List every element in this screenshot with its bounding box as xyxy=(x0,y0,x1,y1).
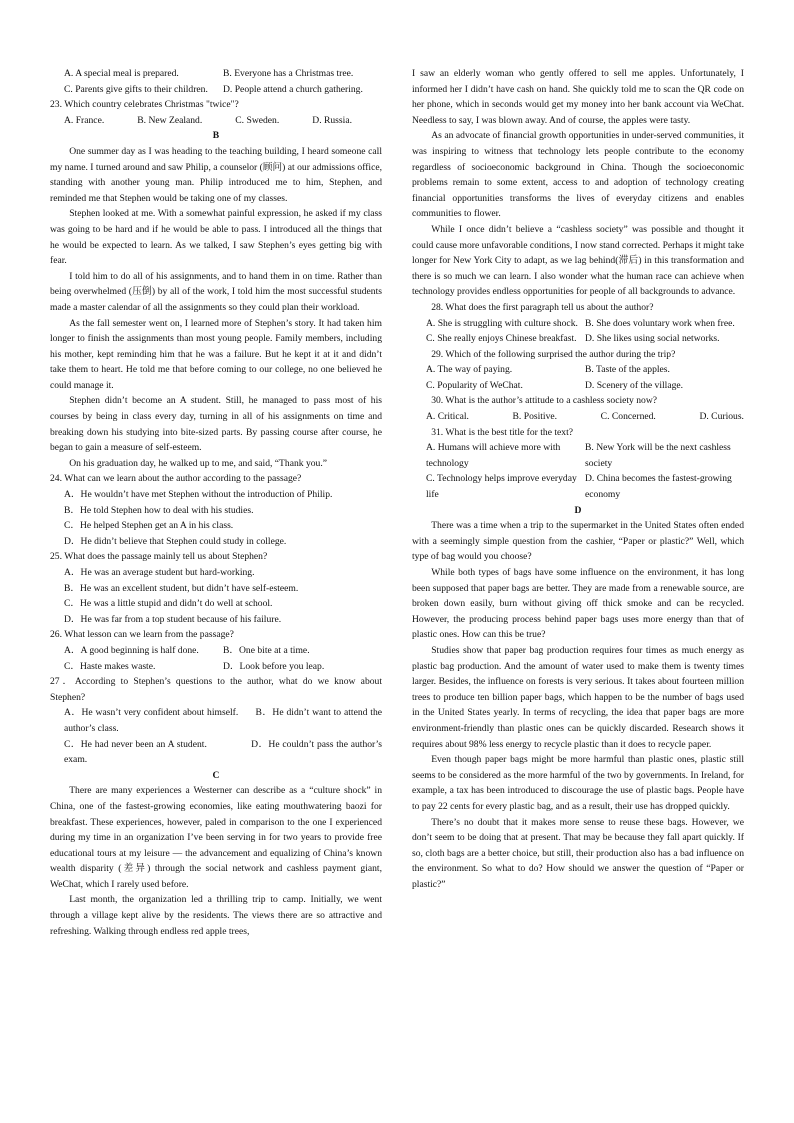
q30-option-c: C. Concerned. xyxy=(600,411,656,423)
q30-stem: 30. What is the author’s attitude to a cashless society now? xyxy=(431,395,658,407)
q22-option-d: D. People attend a church gathering. xyxy=(223,83,363,95)
q25-stem: 25. What does the passage mainly tell us about Stephen? xyxy=(50,551,268,563)
q29-option-c: C. Popularity of WeChat. xyxy=(426,379,523,391)
q23-stem: 23. Which country celebrates Christmas "twice"? xyxy=(50,99,239,111)
section-c-heading: C xyxy=(212,769,220,781)
q24-option-b: B．He told Stephen how to deal with his studies. xyxy=(64,504,254,516)
q22-option-b: B. Everyone has a Christmas tree. xyxy=(223,68,354,79)
q31-option-a: A. Humans will achieve more with technology xyxy=(426,442,561,469)
passage-c-paragraph: I saw an elderly woman who gently offered to sell me apples. Unfortunately, I informed her I didn’t have cash on hand. She quickly told me to scan the QR code on her phone, which in seconds would get my money into her bank account via WeChat. Needless to say, I was blown away. And of course, the apples were tasty. xyxy=(412,68,744,126)
q26-option-b: B．One bite at a time. xyxy=(223,644,310,656)
q25-option-c: C．He was a little stupid and didn’t do well at school. xyxy=(64,598,273,610)
passage-d-paragraph: Studies show that paper bag production requires four times as much energy as plastic bag production. And the amount of water used to make them is twenty times larger. Besides, the influence on forests is very serious. It takes about fourteen million trees to produce ten billion paper bags, which happen to be the number of bags used in the United States yearly. In terms of recycling, the idea that paper bags are more environment-friendly than plastic ones can be quickly discarded. Research shows it requires about 98% less energy to recycle plastic than it does to recycle paper. xyxy=(412,644,744,750)
q25-option-a: A．He was an average student but hard-working. xyxy=(64,567,255,578)
q24-option-c: C．He helped Stephen get an A in his class. xyxy=(64,520,234,532)
q29-option-a: A. The way of paying. xyxy=(426,364,513,376)
passage-c-paragraph: While I once didn’t believe a “cashless society” was possible and thought it could cause more unfavorable conditions, I now stand corrected. Perhaps it might take longer for New York City to adapt, as we lag behind(滞后) in this transformation and there is so much we can learn. I also wonder what the human race can achieve when technology provides endless opportunities for people of all backgrounds to advance. xyxy=(412,223,744,298)
q31-option-d: D. China becomes the fastest-growing economy xyxy=(585,473,732,501)
q31-option-c: C. Technology helps improve everyday life xyxy=(426,473,577,501)
passage-b-paragraph: Stephen didn’t become an A student. Still, he managed to pass most of his courses by being in class every day, turning in all of his assignments on time and breaking down his studying into bite-sized parts. By passing course after course, he began to gain a measure of self-esteem. xyxy=(50,395,382,454)
passage-d-paragraph: While both types of bags have some influence on the environment, it has long been supposed that paper bags are better. They are made from a renewable source, are broken down easily, burn without giving off thick smoke and can be recycled. However, the producing process behind paper bags uses more energy than that of plastic ones. How can this be true? xyxy=(412,567,744,641)
q29-options-row1 xyxy=(412,362,744,378)
q23-options xyxy=(50,113,382,129)
q27-option-d: D．He couldn’t pass the author’s exam. xyxy=(64,738,383,766)
q25-option-b: B．He was an excellent student, but didn’t have self-esteem. xyxy=(64,582,299,594)
passage-b-paragraph: I told him to do all of his assignments, and to hand them in on time. Rather than being overwhelmed (压倒) by all of the work, I told him the most successful students made a master calendar of all the assignments so they could plan their workload. xyxy=(50,270,382,313)
q28-option-b: B. She does voluntary work when free. xyxy=(585,317,735,329)
q31-option-b: B. New York will be the next cashless society xyxy=(585,442,731,469)
q26-option-a: A．A good beginning is half done. xyxy=(64,644,199,656)
q22-option-a: A. A special meal is prepared. xyxy=(64,68,179,79)
q29-option-d: D. Scenery of the village. xyxy=(585,379,684,391)
q31-stem: 31. What is the best title for the text? xyxy=(431,426,574,438)
q28-option-d: D. She likes using social networks. xyxy=(585,333,720,345)
q29-option-b: B. Taste of the apples. xyxy=(585,364,670,376)
q27-option-c: C．He had never been an A student. xyxy=(64,738,207,750)
q26-options-row2 xyxy=(50,659,382,675)
q27-option-a: A．He wasn’t very confident about himself. xyxy=(64,707,239,719)
q27-option-b: B．He didn’t want to attend the author’s class. xyxy=(64,707,383,734)
q27-option-c-d xyxy=(50,737,382,768)
q22-options xyxy=(50,66,382,97)
passage-d-paragraph: There was a time when a trip to the supermarket in the United States often ended with a seemingly simple question from the cashier, “Paper or plastic?” Well, which type of bag would you choose? xyxy=(412,520,744,563)
q27-stem: 27．According to Stephen’s questions to the author, what do we know about Stephen? xyxy=(50,676,382,703)
q23-option-b: B. New Zealand. xyxy=(137,114,203,126)
q29-stem: 29. Which of the following surprised the author during the trip? xyxy=(431,348,676,360)
q26-stem: 26. What lesson can we learn from the passage? xyxy=(50,629,234,641)
q28-option-c: C. She really enjoys Chinese breakfast. xyxy=(426,333,577,345)
q30-option-b: B. Positive. xyxy=(512,411,558,423)
passage-c-paragraph: There are many experiences a Westerner can describe as a “culture shock” in China, one of the fastest-growing economies, like eating mouthwatering baozi for breakfast. These experiences, however, paled in comparison to the one I experienced during my time in an organization I’ve been serving in for two years to provide free educational tours at my leisure — the advancement and equalizing of China’s known wealth disparity (差异) through the social network and cashless payment giant, WeChat, which I rarely used before. xyxy=(50,785,382,890)
q26-option-d: D．Look before you leap. xyxy=(223,660,325,672)
passage-b-paragraph: As the fall semester went on, I learned more of Stephen’s story. It had taken him longer to finish the assignments than most young people. Family members, including his mother, kept reminding him that he was a failure. But he kept it at it and didn’t take them to heart. He told me that before coming to our college, no one believed he could manage it. xyxy=(50,317,382,391)
q26-options-row1 xyxy=(50,643,382,659)
q22-option-c: C. Parents give gifts to their children. xyxy=(64,83,208,95)
passage-d-paragraph: There’s no doubt that it makes more sense to reuse these bags. However, we don’t seem to be doing that at present. That may be because they fall apart quickly. If so, cloth bags are a better choice, but still, their production also has a bad influence on the environment. So what to do? How should we answer the question of “Paper or plastic?” xyxy=(412,816,744,890)
q23-option-a: A. France. xyxy=(64,114,105,126)
q28-option-a: A. She is struggling with culture shock. xyxy=(426,317,578,329)
left-column xyxy=(50,66,382,939)
q23-option-d: D. Russia. xyxy=(312,114,352,126)
q31-options-row2 xyxy=(412,471,744,502)
q30-option-d: D. Curious. xyxy=(699,411,744,423)
right-column xyxy=(412,66,744,892)
q26-option-c: C．Haste makes waste. xyxy=(64,660,156,672)
passage-b-paragraph: On his graduation day, he walked up to me, and said, “Thank you.” xyxy=(69,457,327,469)
q25-option-d: D．He was far from a top student because of his failure. xyxy=(64,613,282,625)
q29-options-row2 xyxy=(412,378,744,394)
q23-option-c: C. Sweden. xyxy=(235,114,280,126)
q24-stem: 24. What can we learn about the author according to the passage? xyxy=(50,473,302,485)
q24-option-a: A．He wouldn’t have met Stephen without the introduction of Philip. xyxy=(64,489,333,501)
passage-b-paragraph: Stephen looked at me. With a somewhat painful expression, he asked if my class was going to be hard and if he would be able to pass. I introduced all the things that he would be expected to learn. As we talked, I saw Stephen’s eyes getting big with fear. xyxy=(50,208,382,267)
q28-stem: 28. What does the first paragraph tell us about the author? xyxy=(431,301,654,313)
passage-d-paragraph: Even though paper bags might be more harmful than plastic ones, plastic still seems to be considered as the more harmful of the two by governments. In Ireland, for example, a tax has been introduced to discourage the use of plastic bags. People have to pay 22 cents for every plastic bag, and as a result, their use has dropped quickly. xyxy=(412,754,744,812)
q30-option-a: A. Critical. xyxy=(426,411,469,423)
q31-options-row1 xyxy=(412,440,744,471)
section-d-heading: D xyxy=(574,504,582,516)
passage-b-paragraph: One summer day as I was heading to the teaching building, I heard someone call my name. I turned around and saw Philip, a counselor (顾问) at our admissions office, standing with another young man. Philip introduced me to him, Stephen, and reminded me that Stephen would be taking one of my classes. xyxy=(50,145,382,204)
passage-c-paragraph: As an advocate of financial growth opportunities in under-served communities, it was inspiring to witness that technology lets people contribute to the economy regardless of socioeconomic background in China. Though the socioeconomic problems remain to some extent, access to and adoption of technology creating financial opportunities transforms the lives of everyday citizens and enables communities to flower. xyxy=(412,130,744,220)
q28-options-row1 xyxy=(412,316,744,332)
q28-options-row2 xyxy=(412,331,744,347)
q24-option-d: D．He didn’t believe that Stephen could study in college. xyxy=(64,535,287,547)
q27-option-a-b xyxy=(50,705,382,736)
section-b-heading: B xyxy=(212,130,220,142)
q30-options xyxy=(412,409,744,425)
passage-c-paragraph: Last month, the organization led a thrilling trip to camp. Initially, we went through a village kept alive by the residents. The views there are so attractive and refreshing. Walking through endless red apple trees, xyxy=(50,894,382,937)
